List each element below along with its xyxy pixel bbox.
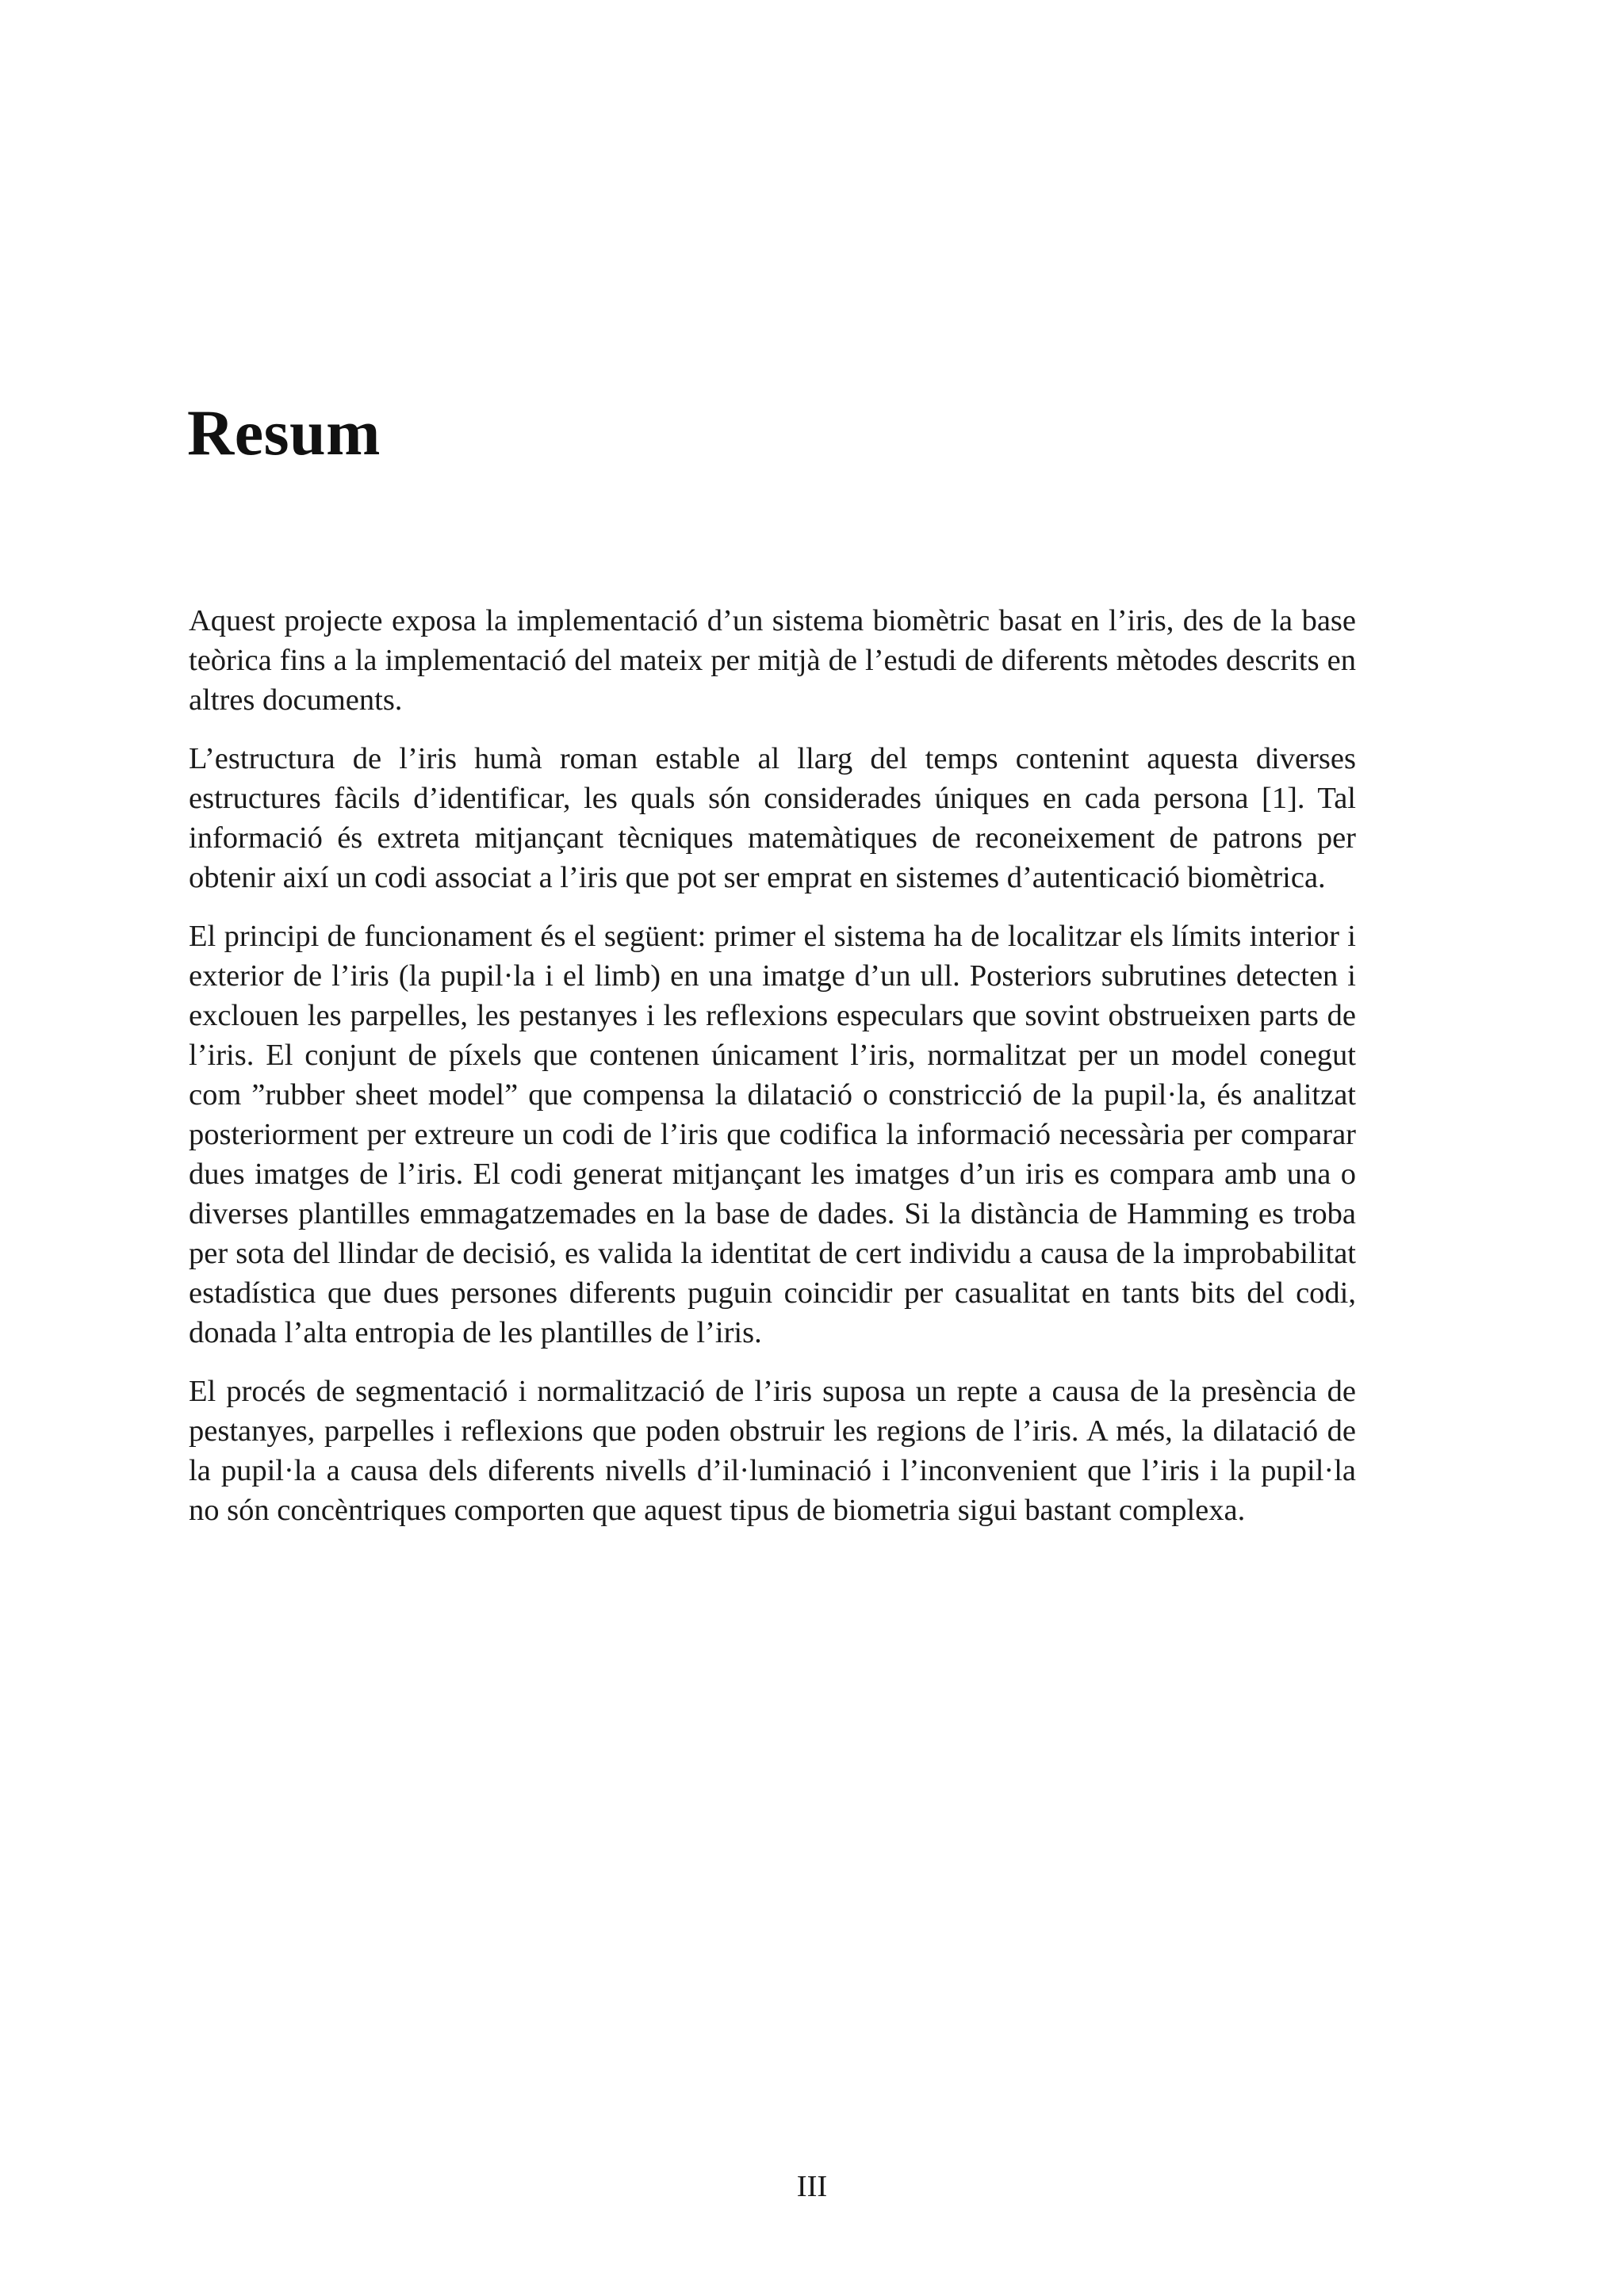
paragraph-1: Aquest projecte exposa la implementació d’un sistema biomètric basat en l’iris, des de la base teòrica fins a la implementació del mateix per mitjà de l’estudi de diferents mètodes descrits en altres documents. bbox=[189, 604, 1356, 717]
chapter-title: Resum bbox=[187, 396, 381, 469]
page-number: III bbox=[796, 2170, 828, 2203]
paragraph-4: El procés de segmentació i normalització de l’iris suposa un repte a causa de la presència de pestanyes, parpelles i reflexions que poden obstruir les regions de l’iris. A més, la dilatació de la pupil·la a causa dels diferents nivells d’il·luminació i l’inconvenient que l’iris i la pupil·la no són concèntriques comporten que aquest tipus de biometria sigui bastant complexa. bbox=[189, 1375, 1356, 1527]
abstract-body bbox=[189, 601, 1356, 1549]
paragraph-3: El principi de funcionament és el següent: primer el sistema ha de localitzar els límits interior i exterior de l’iris (la pupil·la i el limb) en una imatge d’un ull. Posteriors subrutines detecten i exclouen les parpelles, les pestanyes i les reflexions especulars que sovint obstrueixen parts de l’iris. El conjunt de píxels que contenen únicament l’iris, normalitzat per un model conegut com ”rubber sheet model” que compensa la dilatació o constricció de la pupil·la, és analitzat posteriorment per extreure un codi de l’iris que codifica la informació necessària per comparar dues imatges de l’iris. El codi generat mitjançant les imatges d’un iris es compara amb una o diverses plantilles emmagatzemades en la base de dades. Si la distància de Hamming es troba per sota del llindar de decisió, es valida la identitat de cert individu a causa de la improbabilitat estadística que dues persones diferents puguin coincidir per casualitat en tants bits del codi, donada l’alta entropia de les plantilles de l’iris. bbox=[189, 920, 1356, 1349]
paragraph-2: L’estructura de l’iris humà roman estable al llarg del temps contenint aquesta diverses estructures fàcils d’identificar, les quals són considerades úniques en cada persona [1]. Tal informació és extreta mitjançant tècniques matemàtiques de reconeixement de patrons per obtenir així un codi associat a l’iris que pot ser emprat en sistemes d’autenticació biomètrica. bbox=[189, 742, 1356, 894]
